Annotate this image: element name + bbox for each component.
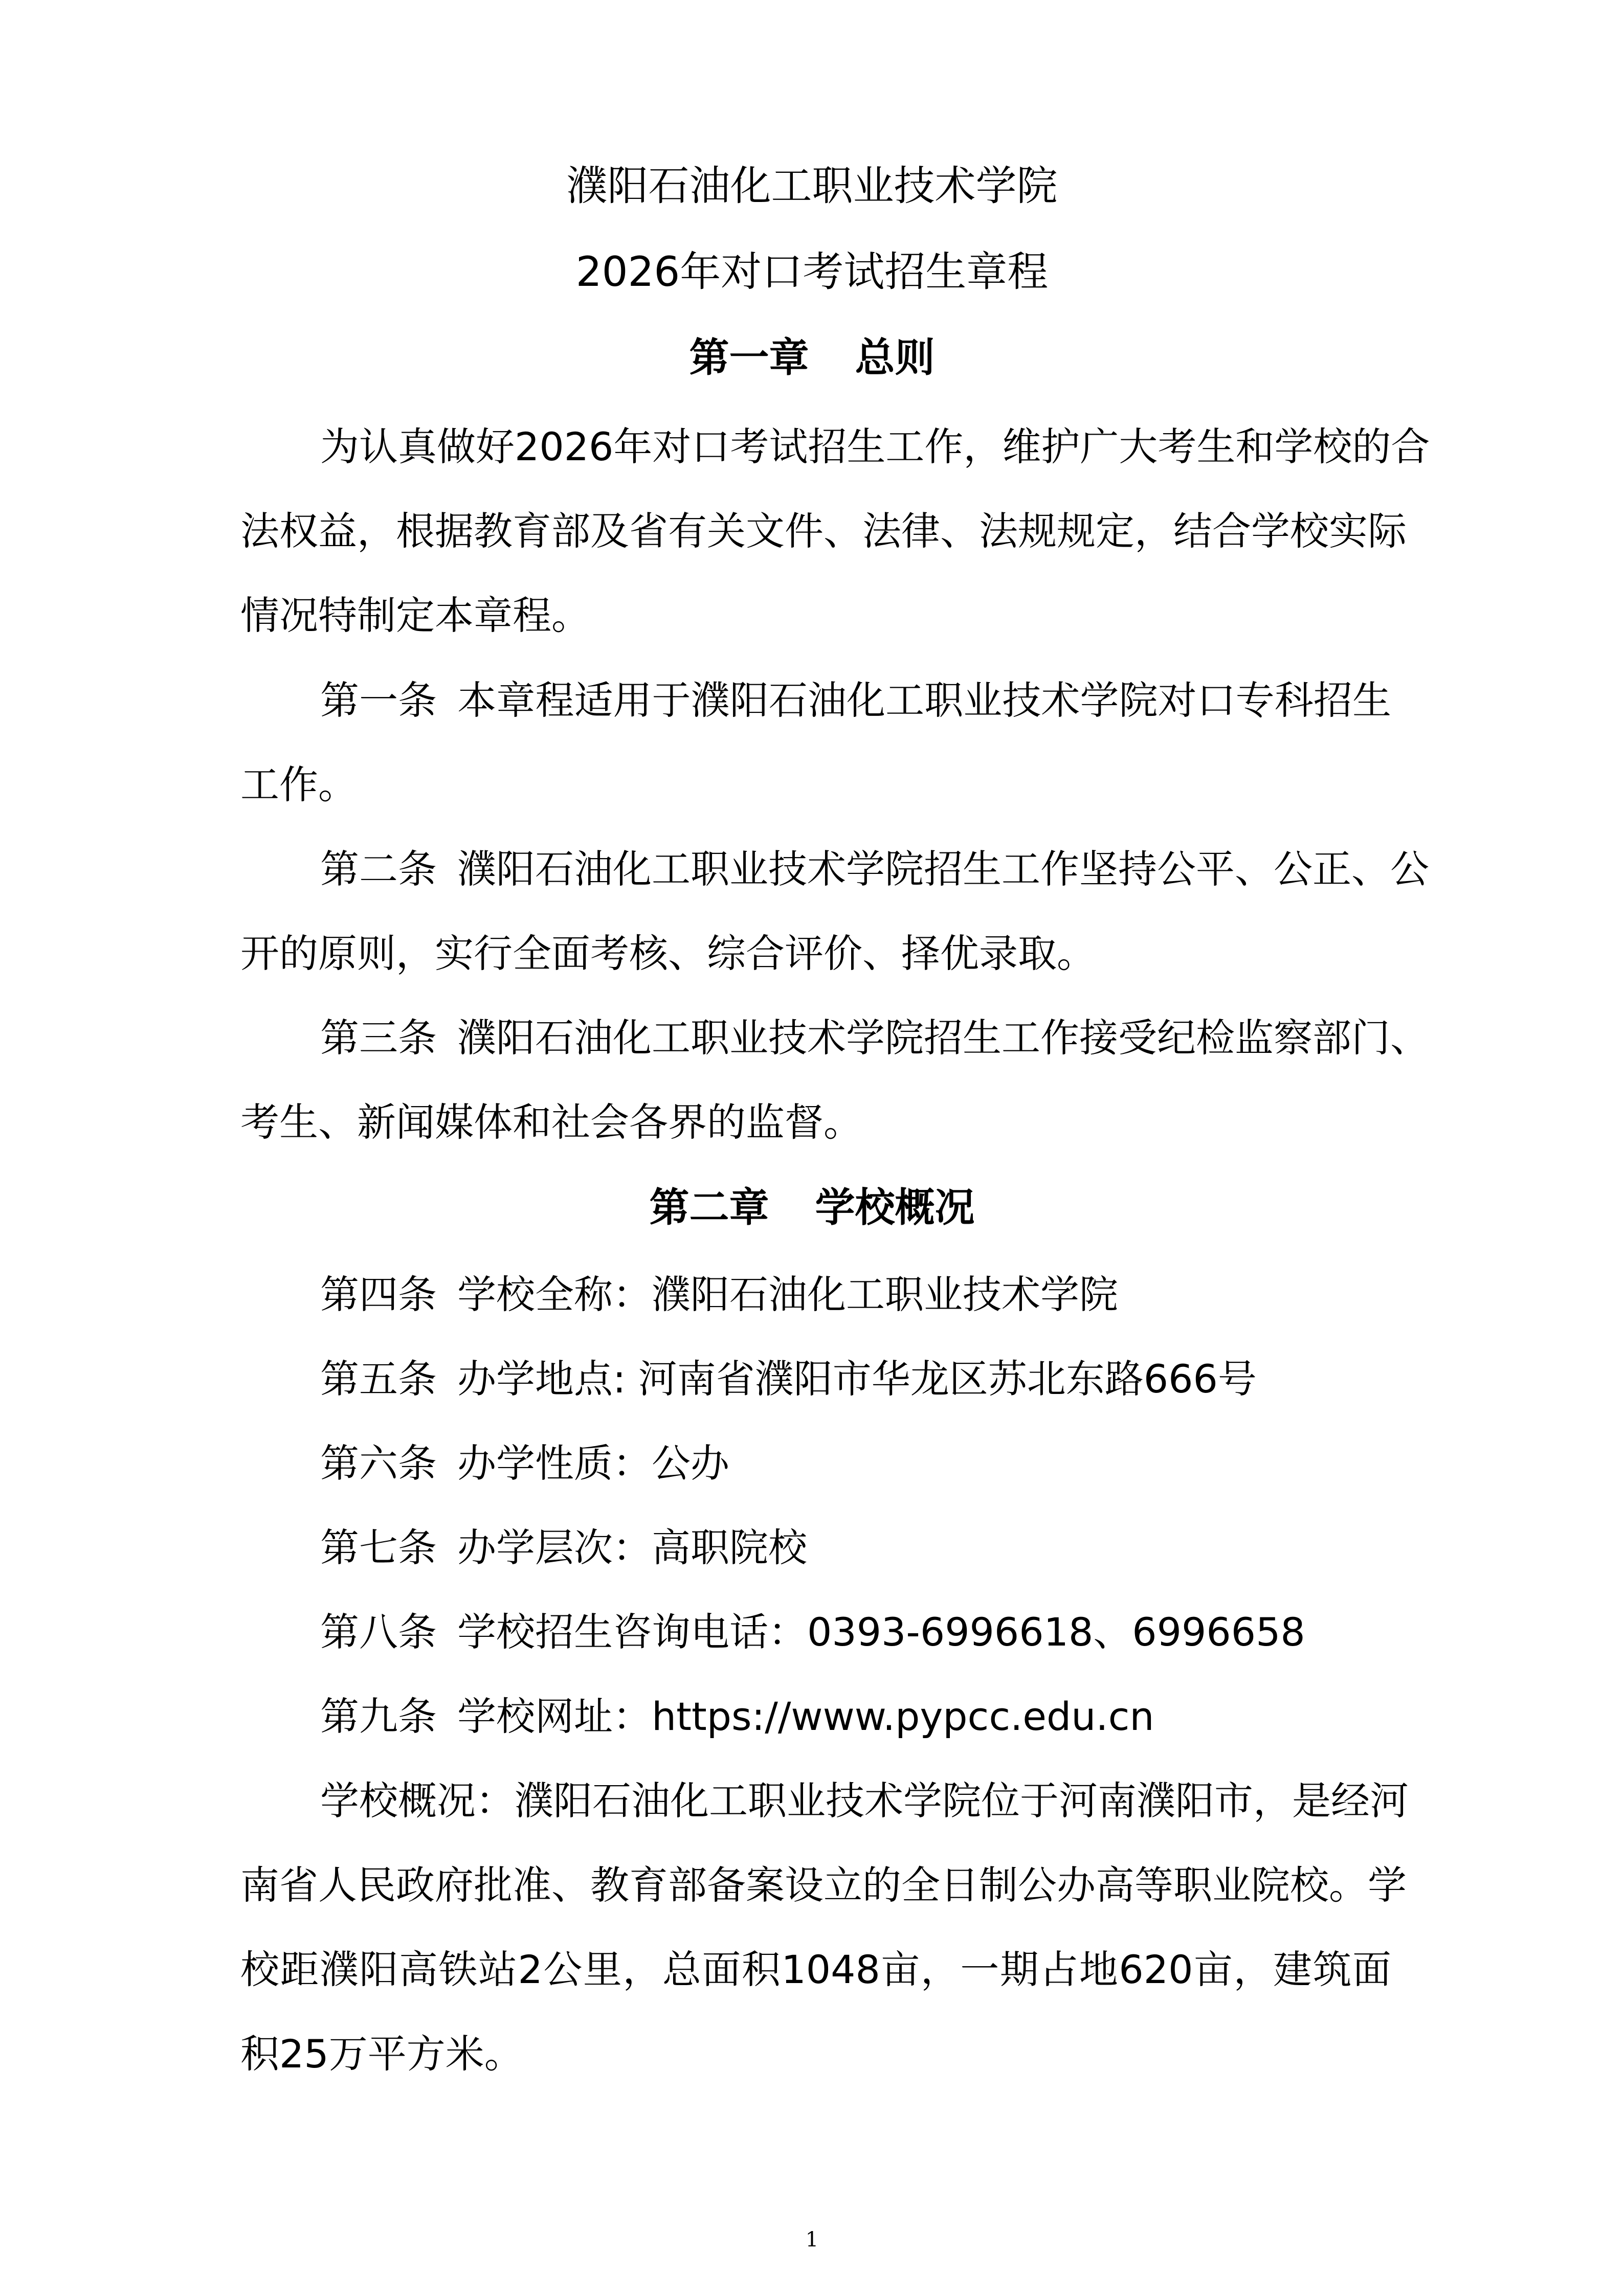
article-text: 学校全称：濮阳石油化工职业技术学院	[457, 1272, 1118, 1317]
article-label: 第九条	[320, 1694, 437, 1739]
document-title-line-2: 2026年对口考试招生章程	[575, 248, 1049, 296]
article-label: 第四条	[320, 1272, 437, 1317]
article-9	[320, 1691, 1391, 1742]
article-label: 第五条	[320, 1356, 437, 1402]
intro-paragraph-line: 为认真做好2026年对口考试招生工作，维护广大考生和学校的合	[320, 424, 1430, 469]
article-text: 办学性质：公办	[457, 1440, 729, 1486]
chapter-1-number: 第一章	[689, 335, 809, 381]
article-2	[320, 844, 1429, 895]
article-label: 第二条	[320, 846, 437, 892]
overview-paragraph-line: 南省人民政府批准、教育部备案设立的全日制公办高等职业院校。学	[240, 1862, 1407, 1908]
article-text: 濮阳石油化工职业技术学院招生工作接受纪检监察部门、	[457, 1015, 1429, 1061]
article-label: 第七条	[320, 1525, 437, 1570]
article-8	[320, 1607, 1391, 1658]
article-text: 办学地点: 河南省濮阳市华龙区苏北东路666号	[457, 1356, 1257, 1402]
article-2-continuation: 开的原则，实行全面考核、综合评价、择优录取。	[240, 931, 1096, 976]
article-5	[320, 1354, 1391, 1405]
article-label: 第八条	[320, 1609, 437, 1655]
overview-paragraph-line: 积25万平方米。	[240, 2031, 523, 2077]
overview-paragraph-line: 学校概况：濮阳石油化工职业技术学院位于河南濮阳市，是经河	[320, 1778, 1409, 1824]
article-text: 学校网址：https://www.pypcc.edu.cn	[457, 1694, 1154, 1739]
article-3	[320, 1012, 1429, 1064]
article-3-continuation: 考生、新闻媒体和社会各界的监督。	[240, 1099, 862, 1145]
article-4	[320, 1269, 1391, 1320]
article-1-continuation: 工作。	[240, 762, 357, 807]
article-text: 濮阳石油化工职业技术学院招生工作坚持公平、公正、公	[457, 846, 1429, 892]
chapter-2-name: 学校概况	[815, 1185, 975, 1231]
article-1	[320, 675, 1391, 726]
intro-paragraph-line: 情况特制定本章程。	[240, 593, 590, 638]
overview-paragraph-line: 校距濮阳高铁站2公里，总面积1048亩，一期占地620亩，建筑面	[240, 1947, 1391, 1992]
intro-paragraph-line: 法权益，根据教育部及省有关文件、法律、法规规定，结合学校实际	[240, 508, 1407, 554]
article-text: 办学层次：高职院校	[457, 1525, 807, 1570]
page-number: 1	[805, 2228, 819, 2252]
article-label: 第一条	[320, 678, 437, 723]
chapter-1-heading	[0, 332, 1624, 384]
article-label: 第三条	[320, 1015, 437, 1061]
document-title-line-1: 濮阳石油化工职业技术学院	[566, 162, 1058, 210]
article-7	[320, 1522, 1391, 1573]
chapter-1-name: 总则	[855, 335, 935, 381]
article-label: 第六条	[320, 1440, 437, 1486]
article-text: 学校招生咨询电话：0393-6996618、6996658	[457, 1609, 1305, 1655]
article-text: 本章程适用于濮阳石油化工职业技术学院对口专科招生	[457, 678, 1392, 723]
article-6	[320, 1438, 1391, 1489]
chapter-2-number: 第二章	[649, 1185, 769, 1231]
chapter-2-heading	[0, 1182, 1624, 1233]
